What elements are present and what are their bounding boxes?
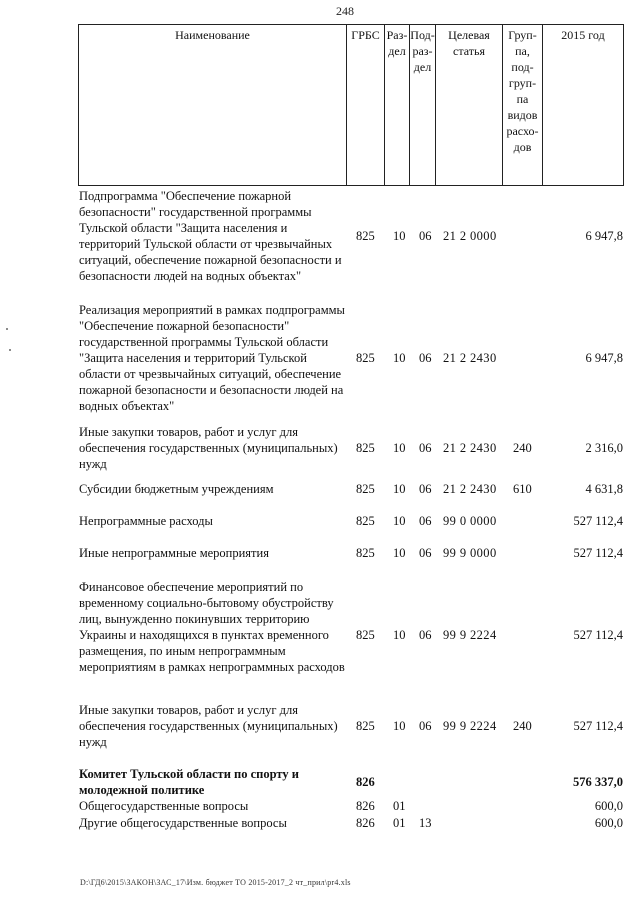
row-grbs: 825 (356, 546, 375, 560)
row-razdel: 10 (393, 351, 406, 365)
row-podrazdel: 13 (419, 816, 432, 830)
row-podrazdel: 06 (419, 546, 432, 560)
row-podrazdel: 06 (419, 229, 432, 243)
row-razdel: 10 (393, 546, 406, 560)
row-razdel: 10 (393, 719, 406, 733)
row-razdel: 10 (393, 628, 406, 642)
row-vid: 240 (513, 719, 532, 733)
row-name: Комитет Тульской области по спорту и молодежной политике (79, 767, 299, 797)
header-2015: 2015 год (543, 25, 624, 185)
row-grbs: 825 (356, 229, 375, 243)
row-podrazdel: 06 (419, 351, 432, 365)
header-razdel: Раз- дел (385, 25, 410, 185)
row-name: Подпрограмма "Обеспечение пожарной безопасности" государственной программы Тульской области "Защита населения и территорий Тульской области от чрезвычайных ситуаций, обеспечение пожарной безопасности и безопасности людей на водных объектах" (79, 189, 342, 283)
row-podrazdel: 06 (419, 482, 432, 496)
row-name: Субсидии бюджетным учреждениям (79, 482, 274, 496)
row-grbs: 825 (356, 514, 375, 528)
row-celevaya: 21 2 2430 (443, 351, 497, 365)
row-grbs: 825 (356, 441, 375, 455)
row-name: Иные непрограммные мероприятия (79, 546, 269, 560)
row-amount: 527 112,4 (573, 719, 623, 733)
row-celevaya: 99 9 2224 (443, 719, 497, 733)
row-celevaya: 99 0 0000 (443, 514, 497, 528)
row-grbs: 825 (356, 482, 375, 496)
row-name: Общегосударственные вопросы (79, 799, 249, 813)
row-podrazdel: 06 (419, 628, 432, 642)
row-amount: 2 316,0 (585, 441, 623, 455)
row-amount: 527 112,4 (573, 628, 623, 642)
row-grbs: 826 (356, 799, 375, 813)
row-celevaya: 99 9 0000 (443, 546, 497, 560)
row-amount: 600,0 (594, 799, 623, 813)
row-amount: 527 112,4 (573, 546, 623, 560)
header-podrazdel: Под- раз- дел (410, 25, 436, 185)
header-vid: Груп- па, под- груп- па видов расхо- дов (503, 25, 543, 185)
row-grbs: 826 (356, 816, 375, 830)
row-name: Непрограммные расходы (79, 514, 213, 528)
row-grbs: 826 (356, 775, 375, 789)
row-razdel: 01 (393, 816, 406, 830)
row-name: Другие общегосударственные вопросы (79, 816, 287, 830)
row-grbs: 825 (356, 628, 375, 642)
row-podrazdel: 06 (419, 441, 432, 455)
row-name: Реализация мероприятий в рамках подпрограммы "Обеспечение пожарной безопасности" государственной программы Тульской области "Защита населения и территорий Тульской области от чрезвычайных ситуаций, обеспечение пожарной безопасности и безопасности людей на водных объектах" (79, 303, 345, 413)
row-name: Иные закупки товаров, работ и услуг для обеспечения государственных (муниципальных) нужд (79, 425, 338, 471)
row-amount: 576 337,0 (573, 775, 623, 789)
row-amount: 4 631,8 (585, 482, 623, 496)
header-grbs: ГРБС (347, 25, 385, 185)
row-vid: 610 (513, 482, 532, 496)
row-podrazdel: 06 (419, 719, 432, 733)
row-podrazdel: 06 (419, 514, 432, 528)
row-razdel: 10 (393, 514, 406, 528)
row-vid: 240 (513, 441, 532, 455)
row-razdel: 10 (393, 441, 406, 455)
row-razdel: 10 (393, 229, 406, 243)
row-amount: 6 947,8 (585, 229, 623, 243)
header-celevaya: Целевая статья (436, 25, 503, 185)
row-grbs: 825 (356, 351, 375, 365)
scan-speck (9, 349, 11, 351)
footer-file-path: D:\ГД6\2015\ЗАКОН\ЗАС_17\Изм. бюджет ТО 2015-2017_2 чт_прил\pr4.xls (80, 878, 351, 887)
row-celevaya: 21 2 2430 (443, 482, 497, 496)
row-razdel: 01 (393, 799, 406, 813)
row-amount: 527 112,4 (573, 514, 623, 528)
table-header (78, 24, 624, 186)
row-celevaya: 21 2 2430 (443, 441, 497, 455)
row-amount: 600,0 (594, 816, 623, 830)
row-amount: 6 947,8 (585, 351, 623, 365)
page-number: 248 (336, 4, 354, 18)
row-name: Финансовое обеспечение мероприятий по временному социально-бытовому обустройству лиц, вынужденно покинувших территорию Украины и находящихся в пунктах временного размещения, по иным непрограммным мероприятиям в рамках непрограммных расходов (79, 580, 345, 674)
row-razdel: 10 (393, 482, 406, 496)
row-grbs: 825 (356, 719, 375, 733)
row-celevaya: 21 2 0000 (443, 229, 497, 243)
scan-speck (6, 328, 8, 330)
row-name: Иные закупки товаров, работ и услуг для обеспечения государственных (муниципальных) нужд (79, 703, 338, 749)
row-celevaya: 99 9 2224 (443, 628, 497, 642)
header-name: Наименование (79, 25, 347, 185)
